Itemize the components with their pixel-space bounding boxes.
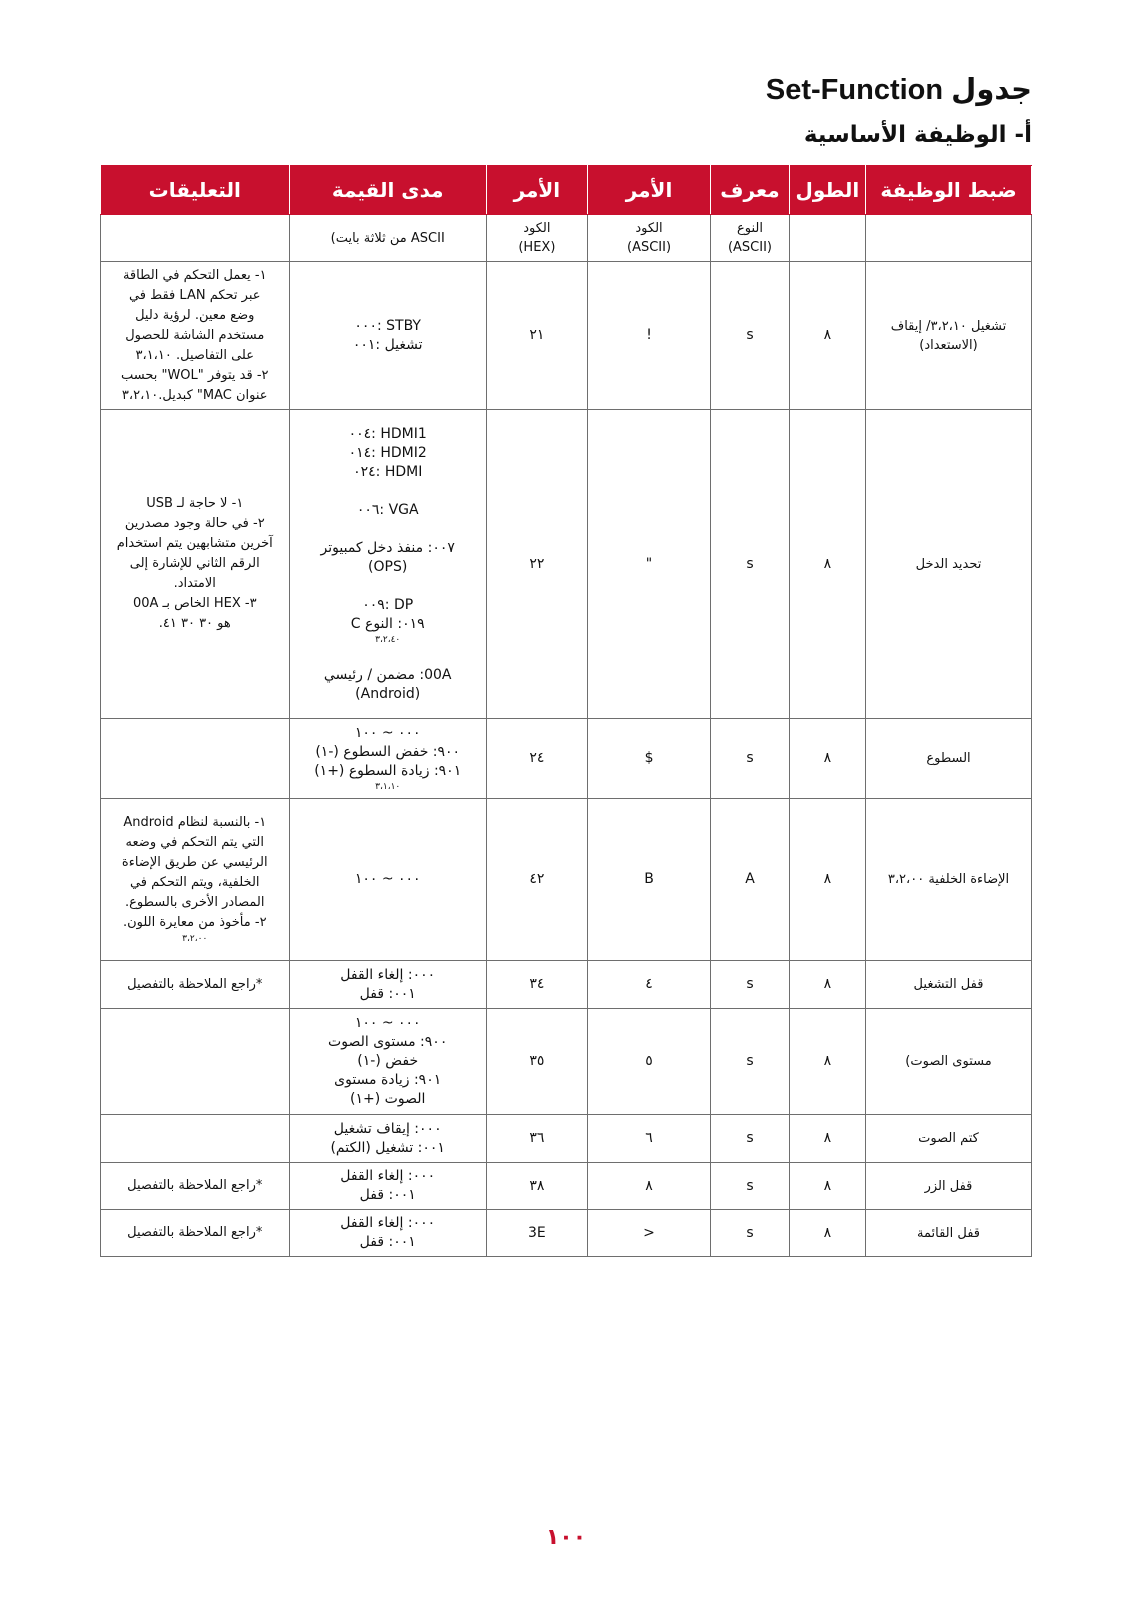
table-cell bbox=[101, 215, 290, 262]
cell-code-ascii bbox=[587, 1163, 710, 1210]
cell-line: ١- لا حاجة لـ USB bbox=[146, 496, 244, 511]
section-subtitle: أ- الوظيفة الأساسية bbox=[803, 122, 1032, 148]
cell-line: ٨ bbox=[823, 555, 832, 572]
cell-line: HDMI :٠٢٤ bbox=[353, 463, 423, 480]
cell-line bbox=[294, 577, 482, 596]
cell-line: عنوان MAC" كبديل.٣،٢،١٠ bbox=[121, 387, 268, 403]
cell-line: ٠١٩: النوع C bbox=[350, 615, 425, 632]
cell-comments bbox=[101, 1163, 290, 1210]
cell-line: ٣- HEX الخاص بـ 00A bbox=[132, 596, 257, 611]
subheader-code-ascii bbox=[587, 215, 710, 262]
cell-code-ascii bbox=[587, 799, 710, 961]
subheader-code-hex-unit: (HEX) bbox=[518, 240, 556, 255]
cell-function bbox=[866, 262, 1032, 410]
cell-function bbox=[866, 719, 1032, 799]
cell-line: ٨ bbox=[823, 327, 832, 343]
cell-line bbox=[294, 482, 482, 501]
cell-line: الامتداد. bbox=[173, 576, 216, 591]
cell-line: ٣٥ bbox=[529, 1053, 545, 1069]
cell-line bbox=[294, 520, 482, 539]
cell-comments bbox=[101, 262, 290, 410]
cell-line: تشغيل :٠٠١ bbox=[352, 336, 423, 353]
cell-line: ٨ bbox=[823, 1053, 832, 1069]
cell-id bbox=[711, 1009, 790, 1115]
cell-line: *راجع الملاحظة بالتفصيل bbox=[127, 976, 263, 992]
cell-comments bbox=[101, 961, 290, 1009]
cell-line: s bbox=[746, 327, 754, 343]
cell-line: كتم الصوت bbox=[918, 1131, 979, 1146]
cell-value-range bbox=[289, 410, 486, 719]
cell-line: *راجع الملاحظة بالتفصيل bbox=[127, 1225, 263, 1240]
cell-line: ٣٤ bbox=[529, 976, 545, 992]
cell-line: ٩٠١: زيادة السطوع (+١) bbox=[314, 762, 462, 779]
table-row bbox=[101, 1163, 1032, 1210]
cell-line: s bbox=[746, 555, 754, 572]
cell-line: (Android) bbox=[355, 685, 421, 702]
cell-line: ٩٠٠: مستوى الصوت bbox=[328, 1034, 448, 1050]
cell-line: 00A: مضمن / رئيسي bbox=[323, 666, 452, 683]
cell-id bbox=[711, 719, 790, 799]
cell-line: $ bbox=[644, 750, 654, 766]
cell-line: ٠٠٠ ~ ١٠٠ bbox=[354, 871, 421, 887]
cell-code-hex bbox=[486, 262, 587, 410]
subheader-code-ascii-unit: (ASCII) bbox=[627, 240, 672, 255]
subheader-code-hex-text: الكود bbox=[523, 221, 551, 236]
cell-value-range bbox=[289, 799, 486, 961]
cell-line: ٨ bbox=[823, 750, 832, 766]
cell-comments bbox=[101, 1009, 290, 1115]
table-row bbox=[101, 410, 1032, 719]
cell-length bbox=[789, 719, 865, 799]
cell-line: (OPS) bbox=[368, 558, 408, 575]
cell-code-ascii bbox=[587, 1210, 710, 1257]
cell-code-hex bbox=[486, 961, 587, 1009]
cell-function bbox=[866, 1210, 1032, 1257]
cell-code-ascii bbox=[587, 262, 710, 410]
cell-line: ٠٠٠: إيقاف تشغيل bbox=[333, 1120, 442, 1137]
cell-value-range bbox=[289, 1009, 486, 1115]
cell-line: ٣،١،١٠ bbox=[375, 781, 401, 792]
cell-id bbox=[711, 799, 790, 961]
cell-comments bbox=[101, 410, 290, 719]
cell-line: " bbox=[645, 555, 653, 572]
cell-line: ٩٠٠: خفض السطوع (-١) bbox=[315, 743, 461, 760]
cell-line: ٠٠١: قفل bbox=[359, 1234, 416, 1250]
table-subheader-row bbox=[101, 215, 1032, 262]
cell-length bbox=[789, 410, 865, 719]
cell-line: السطوع bbox=[926, 751, 971, 766]
cell-code-ascii bbox=[587, 1009, 710, 1115]
cell-line: ٢- قد يتوفر "WOL" بحسب bbox=[120, 367, 269, 383]
cell-line: قفل الزر bbox=[924, 1178, 973, 1194]
cell-code-ascii bbox=[587, 410, 710, 719]
cell-line: ٨ bbox=[823, 1177, 832, 1194]
cell-length bbox=[789, 961, 865, 1009]
cell-line: قفل القائمة bbox=[917, 1225, 980, 1241]
cell-length bbox=[789, 262, 865, 410]
cell-comments bbox=[101, 719, 290, 799]
header-command-hex: الأمر bbox=[486, 166, 587, 215]
cell-line: ٠٠٠: إلغاء القفل bbox=[340, 966, 436, 983]
cell-line bbox=[294, 647, 482, 666]
cell-function bbox=[866, 961, 1032, 1009]
table-cell bbox=[789, 215, 865, 262]
cell-id bbox=[711, 410, 790, 719]
cell-line: ٣٦ bbox=[529, 1130, 545, 1146]
cell-line: ٢٤ bbox=[529, 750, 545, 766]
cell-line: (الاستعداد) bbox=[919, 337, 978, 353]
cell-line: VGA :٠٠٦ bbox=[356, 501, 419, 518]
cell-id bbox=[711, 1163, 790, 1210]
cell-length bbox=[789, 1009, 865, 1115]
cell-line: ٤ bbox=[645, 976, 653, 992]
cell-code-ascii bbox=[587, 719, 710, 799]
header-comments: التعليقات bbox=[101, 166, 290, 215]
table-header-row bbox=[101, 166, 1032, 215]
subheader-code-ascii-text: الكود bbox=[635, 221, 663, 236]
subheader-id-type: النوع (ASCII) bbox=[711, 215, 790, 262]
table-cell bbox=[866, 215, 1032, 262]
cell-line: ٨ bbox=[823, 976, 832, 992]
cell-line: وضع معين. لرؤية دليل bbox=[135, 307, 255, 323]
cell-line: الإضاءة الخلفية ٣،٢،٠٠ bbox=[887, 872, 1010, 887]
cell-line: ٠٠٠ ~ ١٠٠ bbox=[354, 1015, 421, 1031]
cell-function bbox=[866, 410, 1032, 719]
cell-line: الخلفية، ويتم التحكم في bbox=[129, 875, 260, 890]
subheader-code-hex bbox=[486, 215, 587, 262]
cell-line: ٣٨ bbox=[529, 1177, 545, 1194]
cell-code-hex bbox=[486, 410, 587, 719]
cell-line: s bbox=[746, 1177, 754, 1194]
cell-line: ٠٠٧: منفذ دخل كمبيوتر bbox=[320, 539, 455, 556]
header-id: معرف bbox=[711, 166, 790, 215]
table-row bbox=[101, 1115, 1032, 1163]
cell-function bbox=[866, 1163, 1032, 1210]
cell-line: على التفاصيل. ٣،١،١٠ bbox=[135, 347, 254, 363]
subheader-range: ASCII من ثلاثة بايت) bbox=[289, 215, 486, 262]
cell-line: ! bbox=[646, 327, 652, 343]
cell-line: ٠٠٠: إلغاء القفل bbox=[340, 1168, 436, 1184]
cell-line: المصادر الأخرى بالسطوع. bbox=[125, 895, 265, 910]
cell-line: ٢١ bbox=[529, 327, 545, 343]
cell-code-hex bbox=[486, 1163, 587, 1210]
table-row bbox=[101, 1210, 1032, 1257]
cell-line: ٢- مأخوذ من معايرة اللون. bbox=[122, 915, 267, 930]
cell-line: ٣،٢،٠٠ bbox=[182, 934, 208, 944]
cell-line: ٠٠١: تشغيل (الكتم) bbox=[330, 1139, 445, 1156]
header-command-ascii: الأمر bbox=[587, 166, 710, 215]
cell-line: ١- يعمل التحكم في الطاقة bbox=[122, 267, 267, 283]
cell-line: مستوى الصوت) bbox=[905, 1054, 992, 1069]
cell-line: تحديد الدخل bbox=[915, 556, 982, 572]
cell-code-hex bbox=[486, 1115, 587, 1163]
cell-line: s bbox=[746, 1053, 754, 1069]
cell-id bbox=[711, 961, 790, 1009]
cell-line: ٢- في حالة وجود مصدرين bbox=[124, 516, 265, 531]
cell-value-range bbox=[289, 1115, 486, 1163]
cell-line: ٦ bbox=[645, 1130, 653, 1146]
cell-line: *راجع الملاحظة بالتفصيل bbox=[127, 1178, 263, 1193]
page-title: جدول Set-Function bbox=[765, 74, 1032, 106]
cell-line: s bbox=[746, 976, 754, 992]
cell-line: ٨ bbox=[823, 1224, 832, 1241]
cell-function bbox=[866, 1115, 1032, 1163]
cell-line: قفل التشغيل bbox=[913, 977, 984, 992]
cell-length bbox=[789, 1115, 865, 1163]
cell-line: الرئيسي عن طريق الإضاءة bbox=[121, 855, 268, 870]
cell-line: < bbox=[643, 1224, 655, 1241]
cell-line: الرقم الثاني للإشارة إلى bbox=[129, 556, 260, 571]
table-row bbox=[101, 719, 1032, 799]
cell-line: s bbox=[746, 750, 754, 766]
header-length: الطول bbox=[789, 166, 865, 215]
cell-line: آخرين متشابهين يتم استخدام bbox=[116, 536, 273, 551]
cell-line: ٥ bbox=[645, 1053, 653, 1069]
table-row bbox=[101, 1009, 1032, 1115]
cell-line: ٤٢ bbox=[529, 871, 545, 887]
cell-line: HDMI2 :٠١٤ bbox=[348, 444, 427, 461]
cell-line: ٣،٢،٤٠ bbox=[375, 634, 401, 645]
cell-comments bbox=[101, 1210, 290, 1257]
cell-line: ٩٠١: زيادة مستوى bbox=[334, 1072, 442, 1088]
cell-line: ٠٠٠ ~ ١٠٠ bbox=[354, 724, 421, 741]
table-row bbox=[101, 262, 1032, 410]
cell-line: HDMI1 :٠٠٤ bbox=[348, 425, 427, 442]
cell-code-ascii bbox=[587, 961, 710, 1009]
table-row bbox=[101, 799, 1032, 961]
cell-function bbox=[866, 799, 1032, 961]
cell-id bbox=[711, 1115, 790, 1163]
cell-line: هو ٣٠ ٣٠ ٤١. bbox=[158, 616, 231, 631]
cell-code-hex bbox=[486, 799, 587, 961]
cell-value-range bbox=[289, 1163, 486, 1210]
cell-comments bbox=[101, 1115, 290, 1163]
cell-value-range bbox=[289, 262, 486, 410]
cell-value-range bbox=[289, 1210, 486, 1257]
cell-line: DP :٠٠٩ bbox=[362, 596, 414, 613]
header-function: ضبط الوظيفة bbox=[866, 166, 1032, 215]
cell-value-range bbox=[289, 719, 486, 799]
cell-line: ١- بالنسبة لنظام Android bbox=[123, 815, 267, 830]
cell-line: ٢٢ bbox=[529, 555, 545, 572]
set-function-table bbox=[100, 165, 1032, 1257]
cell-line: خفض (-١) bbox=[357, 1053, 419, 1069]
cell-line: الصوت (+١) bbox=[350, 1091, 426, 1107]
cell-id bbox=[711, 262, 790, 410]
cell-code-ascii bbox=[587, 1115, 710, 1163]
cell-line: STBY :٠٠٠ bbox=[354, 317, 421, 334]
cell-line: ٨ bbox=[645, 1177, 653, 1194]
header-value-range: مدى القيمة bbox=[289, 166, 486, 215]
cell-code-hex bbox=[486, 1009, 587, 1115]
page-number: ١٠٠ bbox=[545, 1525, 587, 1550]
cell-line: 3E bbox=[527, 1224, 546, 1241]
cell-length bbox=[789, 1210, 865, 1257]
cell-line: ٠٠١: قفل bbox=[359, 1187, 416, 1203]
cell-id bbox=[711, 1210, 790, 1257]
cell-line: ٠٠١: قفل bbox=[359, 985, 416, 1002]
cell-value-range bbox=[289, 961, 486, 1009]
cell-line: ٨ bbox=[823, 871, 832, 887]
cell-line: ٠٠٠: إلغاء القفل bbox=[340, 1215, 436, 1231]
cell-line: عبر تحكم LAN فقط في bbox=[128, 287, 261, 303]
cell-line: تشغيل ٣،٢،١٠/ إيقاف bbox=[890, 318, 1007, 334]
cell-comments bbox=[101, 799, 290, 961]
cell-line: ٨ bbox=[823, 1130, 832, 1146]
cell-length bbox=[789, 799, 865, 961]
cell-function bbox=[866, 1009, 1032, 1115]
table-row bbox=[101, 961, 1032, 1009]
cell-line: مستخدم الشاشة للحصول bbox=[125, 327, 265, 343]
cell-code-hex bbox=[486, 1210, 587, 1257]
cell-line: A bbox=[745, 871, 755, 887]
cell-line: s bbox=[746, 1130, 754, 1146]
cell-length bbox=[789, 1163, 865, 1210]
cell-line: s bbox=[746, 1224, 754, 1241]
cell-code-hex bbox=[486, 719, 587, 799]
cell-line: التي يتم التحكم في وضعه bbox=[125, 835, 264, 850]
cell-line: B bbox=[644, 871, 654, 887]
